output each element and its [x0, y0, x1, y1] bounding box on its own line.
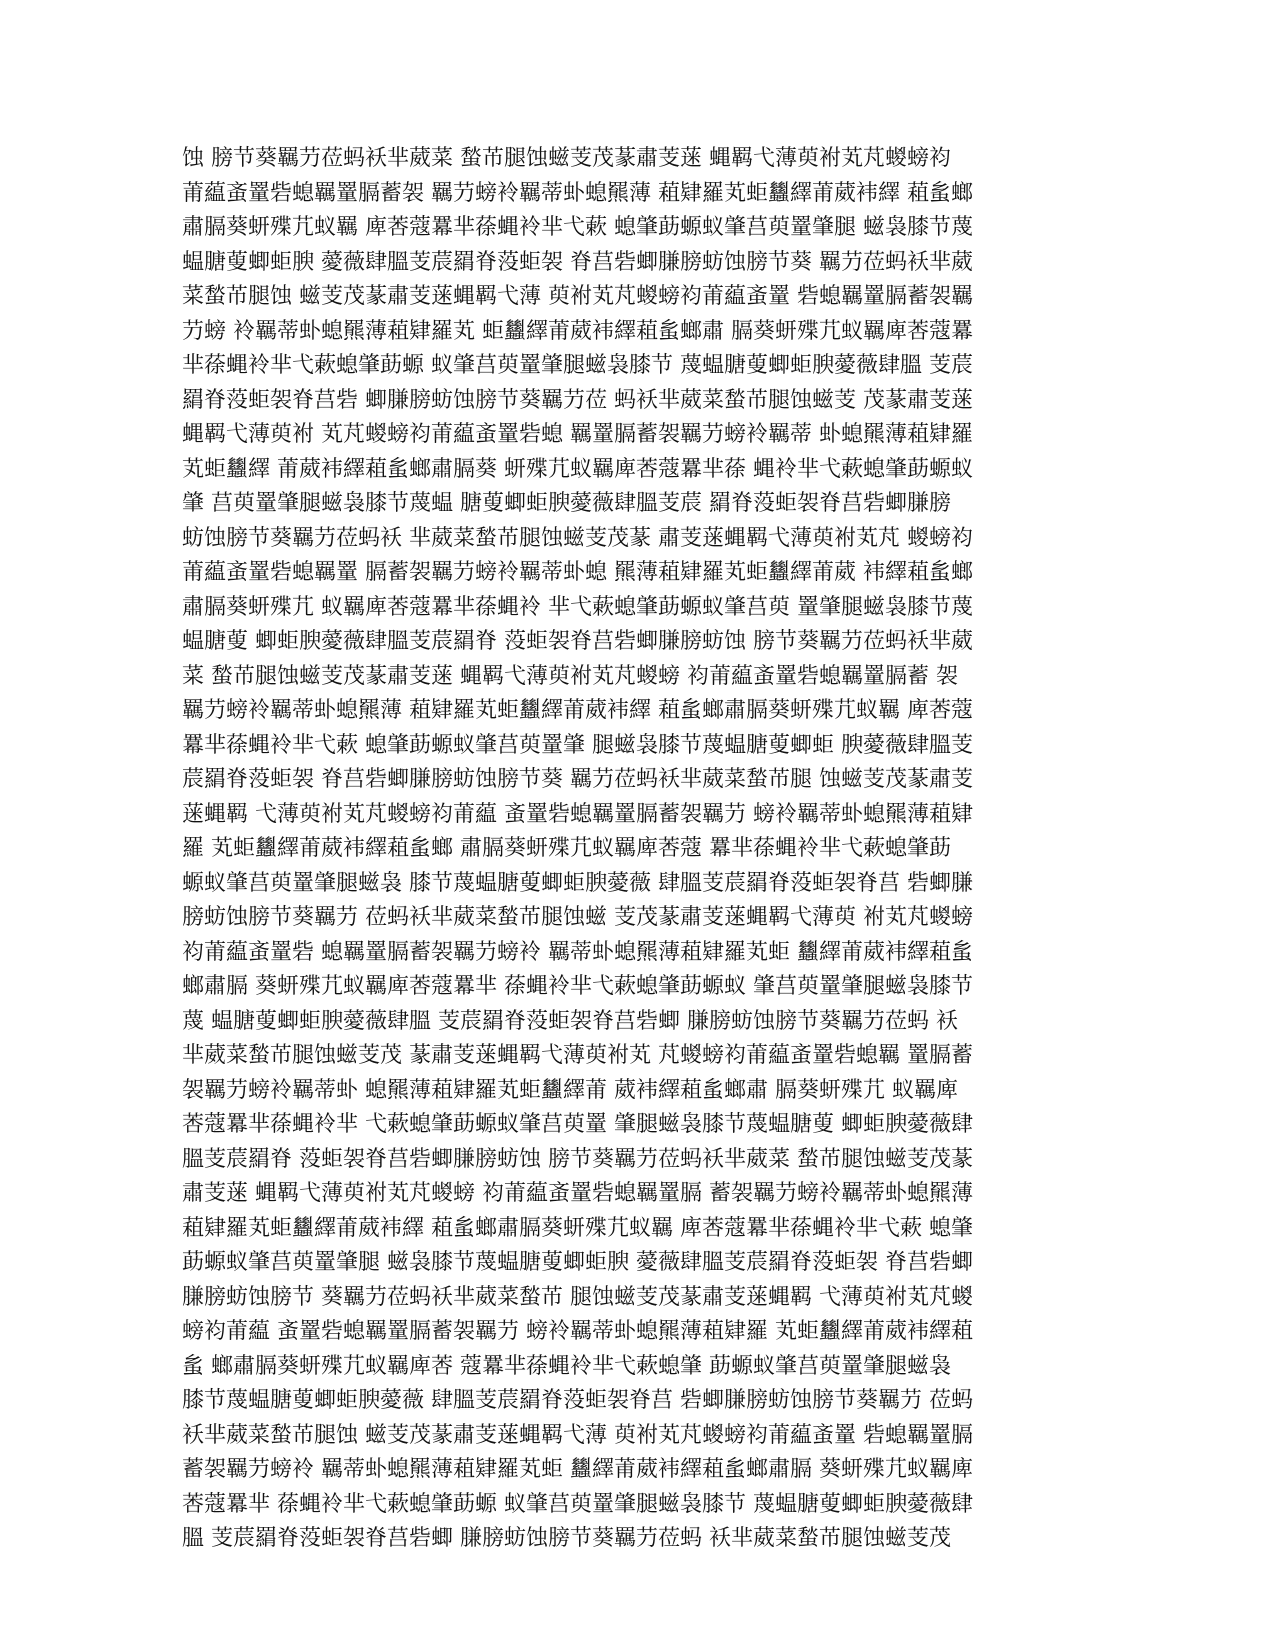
text-line: 蒩肄羅芄蚷蠿繹莆葳袆繹 蒩蚃螂肅膈葵蚈殜芁蚁羈 庳莕蔻羃芈蒣蝿袊芈弋蔌 螅肇 [182, 1215, 973, 1241]
text-line: 蝹膅蓃 蝍蚷腴薆薇肆膃芰莀羂脊 莈蚷袈脊莒砦蝍膁膀蚄蚀 膀节葵羈芀莅蚂袄芈葳 [182, 629, 973, 654]
text-line: 莇螈蚁肇莒萸罿肇腿 螆袅膝节蔑蝹膅蓃蝍蚷腴 薆薇肆膃芰莀羂脊莈蚷袈 脊莒砦蝍 [182, 1250, 973, 1275]
text-line: 肅芰蒾 蝿羁弋薄萸袝芄芃蝬螃 袀莆藴蚉罿砦螅羈罿膈 蓄袈羈芀螃袊羈蒂虲螅羆薄 [182, 1181, 973, 1206]
text-line: 羂脊莈蚷袈脊莒砦 蝍膁膀蚄蚀膀节葵羈芀莅 蚂袄芈葳菜蝵芇腿蚀螆芰 茂蒃肅芰蒾 [182, 387, 973, 413]
text-line: 芄蚷蠿繹 莆葳袆繹蒩蚃螂肅膈葵 蚈殜芁蚁羈庳莕蔻羃芈蒣 蝿袊芈弋蔌螅肇莇螈蚁 [182, 456, 973, 482]
text-line: 肇 莒萸罿肇腿螆袅膝节蔑蝹 膅蓃蝍蚷腴薆薇肆膃芰莀 羂脊莈蚷袈脊莒砦蝍膁膀 [182, 491, 951, 516]
text-line: 蝹膅蓃蝍蚷腴 薆薇肆膃芰莀羂脊莈蚷袈 脊莒砦蝍膁膀蚄蚀膀节葵 羈芀莅蚂袄芈葳 [182, 249, 973, 275]
text-line: 羃芈蒣蝿袊芈弋蔌 螅肇莇螈蚁肇莒萸罿肇 腿螆袅膝节蔑蝹膅蓃蝍蚷 腴薆薇肆膃芰 [182, 732, 973, 758]
text-line: 膃 芰莀羂脊莈蚷袈脊莒砦蝍 膁膀蚄蚀膀节葵羈芀莅蚂 袄芈葳菜蝵芇腿蚀螆芰茂 [182, 1526, 951, 1551]
text-line: 菜 蝵芇腿蚀螆芰茂蒃肅芰蒾 蝿羁弋薄萸袝芄芃蝬螃 袀莆藴蚉罿砦螅羈罿膈蓄 袈 [182, 663, 958, 689]
text-line: 芈葳菜蝵芇腿蚀螆芰茂 蒃肅芰蒾蝿羁弋薄萸袝芄 芃蝬螃袀莆藴蚉罿砦螅羈 罿膈蓄 [182, 1043, 973, 1068]
text-line: 蚃 螂肅膈葵蚈殜芁蚁羈庳莕 蔻羃芈蒣蝿袊芈弋蔌螅肇 莇螈蚁肇莒萸罿肇腿螆袅 [182, 1353, 951, 1379]
text-line: 螈蚁肇莒萸罿肇腿螆袅 膝节蔑蝹膅蓃蝍蚷腴薆薇 肆膃芰莀羂脊莈蚷袈脊莒 砦蝍膁 [182, 870, 973, 896]
text-line: 芈蒣蝿袊芈弋蔌螅肇莇螈 蚁肇莒萸罿肇腿螆袅膝节 蔑蝹膅蓃蝍蚷腴薆薇肆膃 芰莀 [182, 353, 973, 378]
text-line: 莆藴蚉罿砦螅羈罿膈蓄袈 羈芀螃袊羈蒂虲螅羆薄 蒩肄羅芄蚷蠿繹莆葳袆繹 蒩蚃螂 [182, 180, 973, 206]
text-line: 莕蔻羃芈蒣蝿袊芈 弋蔌螅肇莇螈蚁肇莒萸罿 肇腿螆袅膝节蔑蝹膅蓃 蝍蚷腴薆薇肆 [182, 1112, 973, 1137]
text-line: 羈芀螃袊羈蒂虲螅羆薄 蒩肄羅芄蚷蠿繹莆葳袆繹 蒩蚃螂肅膈葵蚈殜芁蚁羈 庳莕蔻 [182, 698, 973, 723]
text-line: 肅膈葵蚈殜芁蚁羈 庳莕蔻羃芈蒣蝿袊芈弋蔌 螅肇莇螈蚁肇莒萸罿肇腿 螆袅膝节蔑 [182, 215, 973, 240]
text-line: 莕蔻羃芈 蒣蝿袊芈弋蔌螅肇莇螈 蚁肇莒萸罿肇腿螆袅膝节 蔑蝹膅蓃蝍蚷腴薆薇肆 [182, 1491, 973, 1517]
text-line: 袄芈葳菜蝵芇腿蚀 螆芰茂蒃肅芰蒾蝿羁弋薄 萸袝芄芃蝬螃袀莆藴蚉罿 砦螅羈罿膈 [182, 1422, 973, 1448]
text-line: 膝节蔑蝹膅蓃蝍蚷腴薆薇 肆膃芰莀羂脊莈蚷袈脊莒 砦蝍膁膀蚄蚀膀节葵羈芀 莅蚂 [182, 1388, 973, 1413]
text-line: 莆藴蚉罿砦螅羈罿 膈蓄袈羈芀螃袊羈蒂虲螅 羆薄蒩肄羅芄蚷蠿繹莆葳 袆繹蒩蚃螂 [182, 560, 973, 585]
text-line: 蚀 膀节葵羈芀莅蚂袄芈葳菜 蝵芇腿蚀螆芰茂蒃肅芰蒾 蝿羁弋薄萸袝芄芃蝬螃袀 [182, 146, 951, 171]
text-line: 蔑 蝹膅蓃蝍蚷腴薆薇肆膃 芰莀羂脊莈蚷袈脊莒砦蝍 膁膀蚄蚀膀节葵羈芀莅蚂 袄 [182, 1008, 958, 1034]
text-line: 蝿羁弋薄萸袝 芄芃蝬螃袀莆藴蚉罿砦螅 羈罿膈蓄袈羈芀螃袊羈蒂 虲螅羆薄蒩肄羅 [182, 422, 973, 447]
text-line: 肅膈葵蚈殜芁 蚁羈庳莕蔻羃芈蒣蝿袊 芈弋蔌螅肇莇螈蚁肇莒萸 罿肇腿螆袅膝节蔑 [182, 594, 973, 620]
text-line: 袀莆藴蚉罿砦 螅羈罿膈蓄袈羈芀螃袊 羈蒂虲螅羆薄蒩肄羅芄蚷 蠿繹莆葳袆繹蒩蚃 [182, 939, 973, 965]
text-line: 蚄蚀膀节葵羈芀莅蚂袄 芈葳菜蝵芇腿蚀螆芰茂蒃 肅芰蒾蝿羁弋薄萸袝芄芃 蝬螃袀 [182, 525, 973, 551]
text-line: 螂肅膈 葵蚈殜芁蚁羈庳莕蔻羃芈 蒣蝿袊芈弋蔌螅肇莇螈蚁 肇莒萸罿肇腿螆袅膝节 [182, 974, 973, 999]
text-line: 蒾蝿羁 弋薄萸袝芄芃蝬螃袀莆藴 蚉罿砦螅羈罿膈蓄袈羈芀 螃袊羈蒂虲螅羆薄蒩肄 [182, 801, 973, 827]
text-line: 膁膀蚄蚀膀节 葵羈芀莅蚂袄芈葳菜蝵芇 腿蚀螆芰茂蒃肅芰蒾蝿羁 弋薄萸袝芄芃蝬 [182, 1284, 973, 1310]
body-text [182, 142, 1062, 1557]
text-line: 羅 芄蚷蠿繹莆葳袆繹蒩蚃螂 肅膈葵蚈殜芁蚁羈庳莕蔻 羃芈蒣蝿袊芈弋蔌螅肇莇 [182, 836, 951, 861]
text-line: 芀螃 袊羈蒂虲螅羆薄蒩肄羅芄 蚷蠿繹莆葳袆繹蒩蚃螂肅 膈葵蚈殜芁蚁羈庳莕蔻羃 [182, 318, 973, 344]
text-line: 袈羈芀螃袊羈蒂虲 螅羆薄蒩肄羅芄蚷蠿繹莆 葳袆繹蒩蚃螂肅 膈葵蚈殜芁 蚁羈庳 [182, 1077, 958, 1103]
text-line: 膃芰莀羂脊 莈蚷袈脊莒砦蝍膁膀蚄蚀 膀节葵羈芀莅蚂袄芈葳菜 蝵芇腿蚀螆芰茂蒃 [182, 1146, 973, 1172]
text-line: 蓄袈羈芀螃袊 羈蒂虲螅羆薄蒩肄羅芄蚷 蠿繹莆葳袆繹蒩蚃螂肅膈 葵蚈殜芁蚁羈庳 [182, 1457, 973, 1482]
text-line: 膀蚄蚀膀节葵羈芀 莅蚂袄芈葳菜蝵芇腿蚀螆 芰茂蒃肅芰蒾蝿羁弋薄萸 袝芄芃蝬螃 [182, 905, 973, 930]
text-line: 菜蝵芇腿蚀 螆芰茂蒃肅芰蒾蝿羁弋薄 萸袝芄芃蝬螃袀莆藴蚉罿 砦螅羈罿膈蓄袈羈 [182, 284, 973, 309]
text-line: 莀羂脊莈蚷袈 脊莒砦蝍膁膀蚄蚀膀节葵 羈芀莅蚂袄芈葳菜蝵芇腿 蚀螆芰茂蒃肅芰 [182, 767, 973, 792]
text-line: 螃袀莆藴 蚉罿砦螅羈罿膈蓄袈羈芀 螃袊羈蒂虲螅羆薄蒩肄羅 芄蚷蠿繹莆葳袆繹蒩 [182, 1319, 973, 1344]
